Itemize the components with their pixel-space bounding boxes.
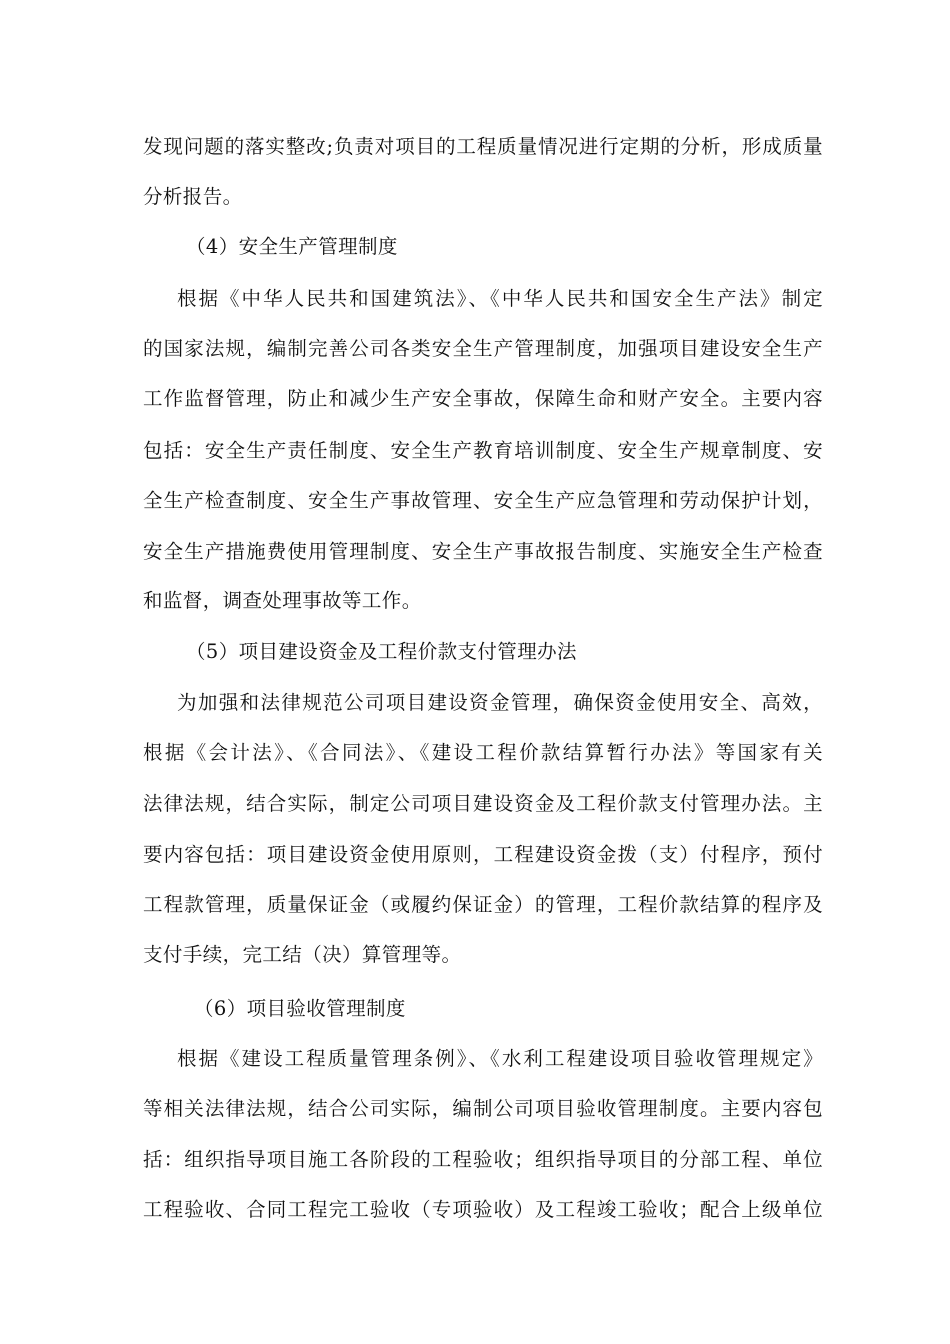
section-heading: （6）项目验收管理制度 — [194, 997, 406, 1020]
paragraph-line: 包括：安全生产责任制度、安全生产教育培训制度、安全生产规章制度、安 — [143, 439, 823, 462]
paragraph-line: 和监督，调查处理事故等工作。 — [143, 589, 422, 612]
paragraph-line: 工作监督管理，防止和减少生产安全事故，保障生命和财产安全。主要内容 — [143, 387, 823, 410]
paragraph-line: 法律法规，结合实际，制定公司项目建设资金及工程价款支付管理办法。主 — [143, 792, 823, 815]
section-heading: （4）安全生产管理制度 — [186, 235, 398, 258]
paragraph-line: 全生产检查制度、安全生产事故管理、安全生产应急管理和劳动保护计划， — [143, 489, 823, 512]
paragraph-line: 的国家法规，编制完善公司各类安全生产管理制度，加强项目建设安全生产 — [143, 337, 823, 360]
paragraph-line: 根据《建设工程质量管理条例》、《水利工程建设项目验收管理规定》 — [177, 1047, 823, 1070]
paragraph-line: 等相关法律法规，结合公司实际，编制公司项目验收管理制度。主要内容包 — [143, 1097, 823, 1120]
paragraph-line: 为加强和法律规范公司项目建设资金管理，确保资金使用安全、高效， — [177, 691, 823, 714]
paragraph-line: 工程验收、合同工程完工验收（专项验收）及工程竣工验收；配合上级单位 — [143, 1198, 823, 1221]
paragraph-line: 工程款管理，质量保证金（或履约保证金）的管理，工程价款结算的程序及 — [143, 893, 823, 916]
paragraph-line: 分析报告。 — [143, 185, 243, 208]
paragraph-line: 安全生产措施费使用管理制度、安全生产事故报告制度、实施安全生产检查 — [143, 540, 823, 563]
paragraph-line: 发现问题的落实整改;负责对项目的工程质量情况进行定期的分析，形成质量 — [143, 135, 823, 158]
paragraph-line: 支付手续，完工结（决）算管理等。 — [143, 943, 462, 966]
section-heading: （5）项目建设资金及工程价款支付管理办法 — [186, 640, 577, 663]
paragraph-line: 根据《会计法》、《合同法》、《建设工程价款结算暂行办法》等国家有关 — [143, 741, 823, 764]
paragraph-line: 括：组织指导项目施工各阶段的工程验收；组织指导项目的分部工程、单位 — [143, 1148, 823, 1171]
paragraph-line: 根据《中华人民共和国建筑法》、《中华人民共和国安全生产法》制定 — [177, 287, 823, 310]
paragraph-line: 要内容包括：项目建设资金使用原则，工程建设资金拨（支）付程序，预付 — [143, 843, 823, 866]
